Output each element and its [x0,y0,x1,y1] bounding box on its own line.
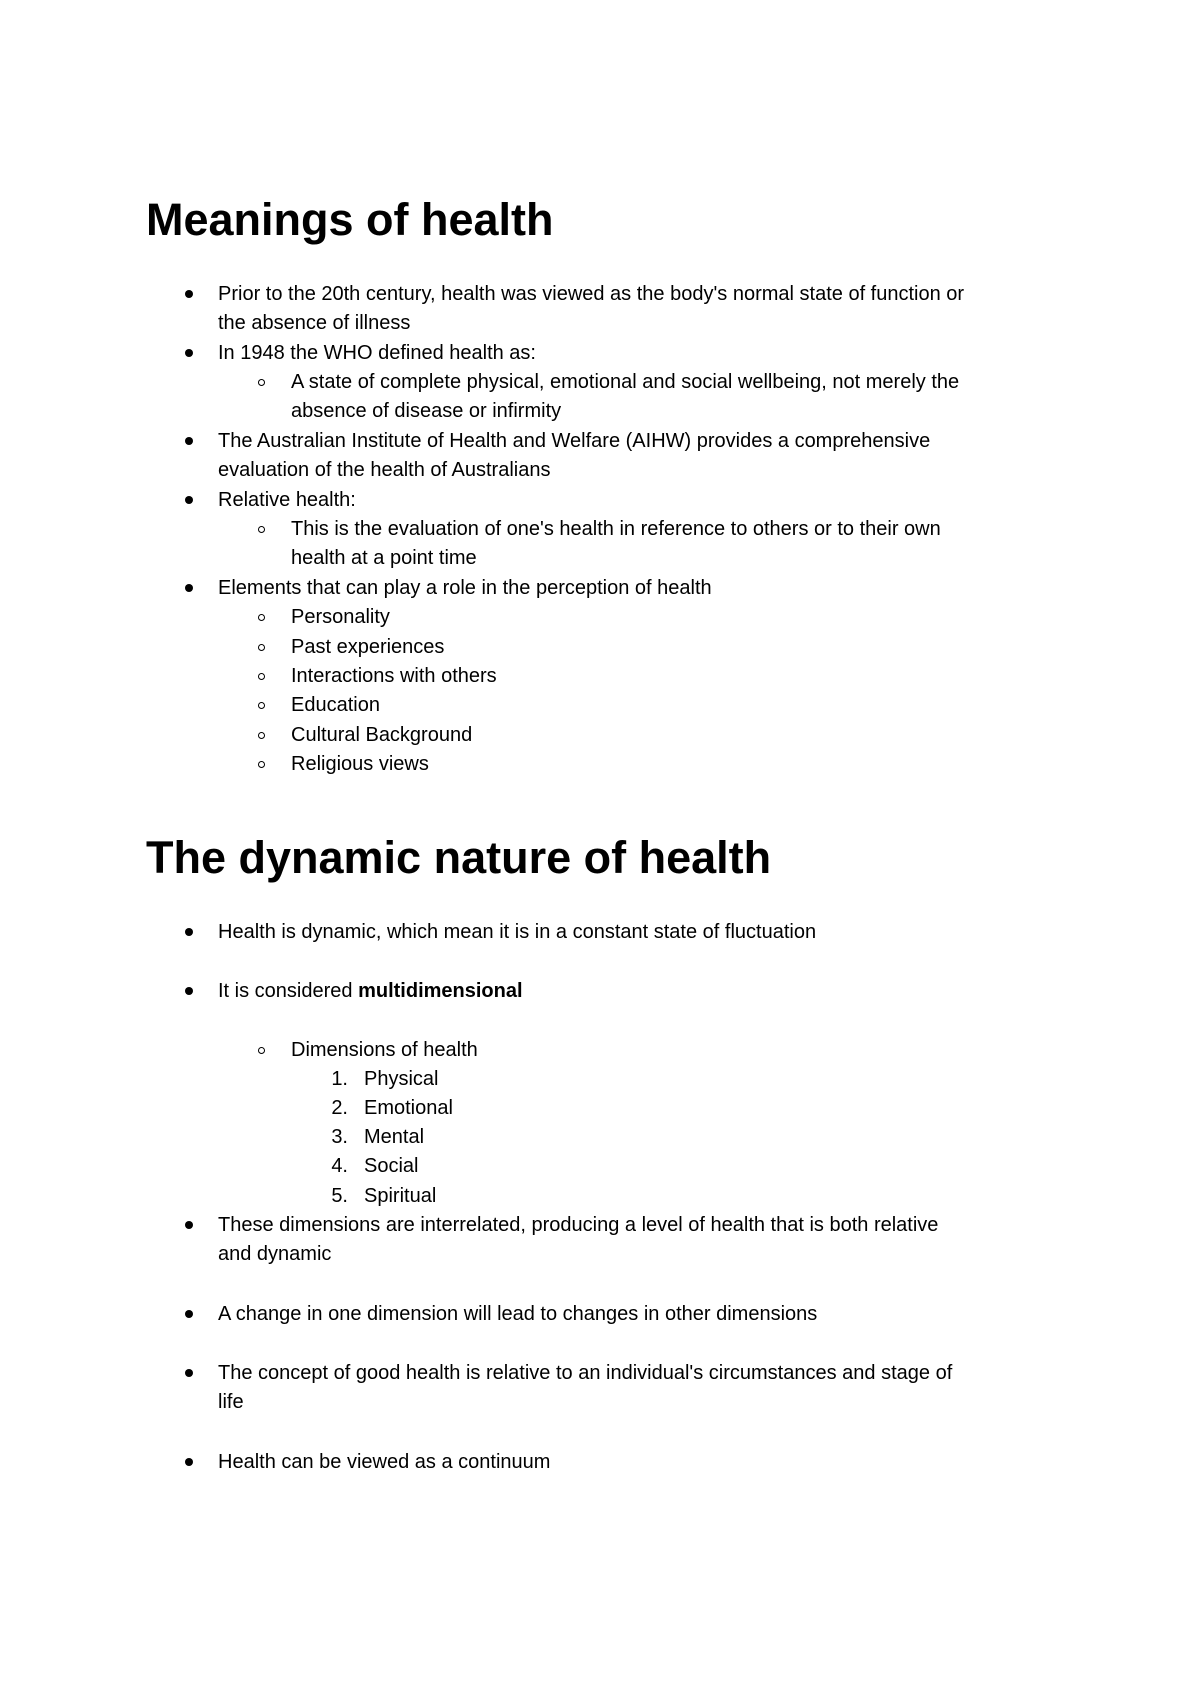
sub-list-item-line: Personality [291,606,390,628]
list-item-line: The concept of good health is relative to an individual's circumstances and stage of [218,1362,953,1384]
sub-bullet-icon [258,732,265,739]
bullet-icon [185,349,193,357]
dimension-item: Spiritual [364,1185,437,1207]
sub-bullet-icon [258,614,265,621]
bullet-icon [185,1221,193,1229]
list-item-line: Health is dynamic, which mean it is in a constant state of fluctuation [218,921,817,943]
dimension-number: 3. [331,1126,348,1148]
list-item-line: and dynamic [218,1243,332,1265]
list-item-line: evaluation of the health of Australians [218,459,551,481]
dimension-item: Physical [364,1068,439,1090]
bullet-icon [185,1369,193,1377]
sub-list-item-line: Past experiences [291,636,445,658]
sub-list-item-line: Dimensions of health [291,1039,478,1061]
dimension-number: 5. [331,1185,348,1207]
dimension-item: Mental [364,1126,425,1148]
bullet-icon [185,1458,193,1466]
list-item-line: Elements that can play a role in the perception of health [218,577,712,599]
list-item-text: It is considered [218,980,359,1002]
list-item-line: the absence of illness [218,312,411,334]
sub-list-item-line: absence of disease or infirmity [291,400,562,422]
sub-list-item-line: A state of complete physical, emotional and social wellbeing, not merely the [291,371,960,393]
dimension-item: Emotional [364,1097,453,1119]
bullet-icon [185,1310,193,1318]
list-item-line: A change in one dimension will lead to changes in other dimensions [218,1303,818,1325]
list-item-line: The Australian Institute of Health and Welfare (AIHW) provides a comprehensive [218,430,931,452]
sub-list-item-line: This is the evaluation of one's health in reference to others or to their own [291,518,941,540]
bullet-icon [185,437,193,445]
sub-bullet-icon [258,644,265,651]
bullet-icon [185,290,193,298]
list-item-line: Prior to the 20th century, health was viewed as the body's normal state of function or [218,283,965,305]
sub-bullet-icon [258,702,265,709]
sub-bullet-icon [258,673,265,680]
dimension-item: Social [364,1155,419,1177]
bullet-icon [185,928,193,936]
sub-list-item-line: Religious views [291,753,429,775]
bullet-icon [185,496,193,504]
sub-list-item-line: Interactions with others [291,665,497,687]
sub-list-item-line: Cultural Background [291,724,473,746]
list-item-line [218,977,523,1006]
sub-bullet-icon [258,379,265,386]
dimension-number: 4. [331,1155,348,1177]
list-item-line: Health can be viewed as a continuum [218,1451,551,1473]
list-item-line: In 1948 the WHO defined health as: [218,342,536,364]
list-item-line: These dimensions are interrelated, producing a level of health that is both relative [218,1214,939,1236]
bold-term: multidimensional [358,980,523,1002]
heading-dynamic-nature-of-health: The dynamic nature of health [146,832,772,883]
heading-meanings-of-health: Meanings of health [146,194,554,245]
sub-bullet-icon [258,1047,265,1054]
list-item-line: life [218,1391,244,1413]
sub-list-item-line: Education [291,694,380,716]
sub-bullet-icon [258,526,265,533]
dimension-number: 1. [331,1068,348,1090]
sub-bullet-icon [258,761,265,768]
bullet-icon [185,987,193,995]
dimension-number: 2. [331,1097,348,1119]
sub-list-item-line: health at a point time [291,547,477,569]
bullet-icon [185,584,193,592]
list-item-line: Relative health: [218,489,356,511]
